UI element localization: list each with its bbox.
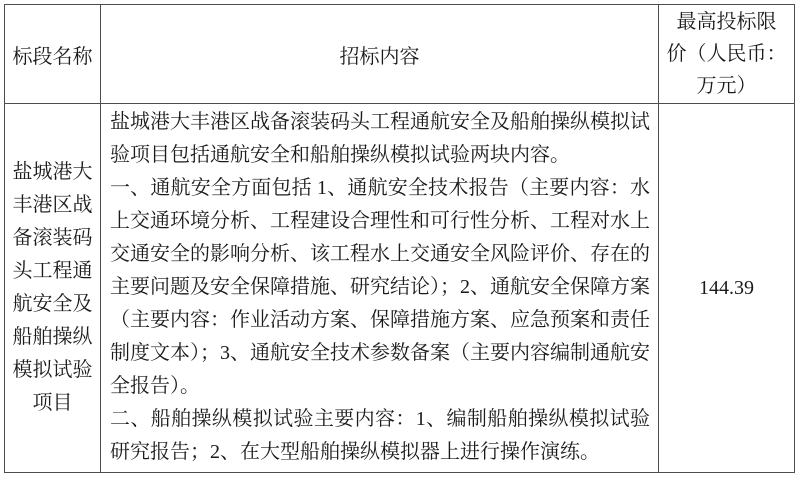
max-price-header-line-3: 万元） xyxy=(696,75,757,97)
table-data-row xyxy=(5,104,795,473)
column-header-max-price xyxy=(659,5,795,104)
max-price-header-line-2: 价（人民币： xyxy=(666,43,787,65)
bid-content-paragraph-1: 盐城港大丰港区战备滚装码头工程通航安全及船舶操纵模拟试验项目包括通航安全和船舶操纵模拟试验两块内容。 xyxy=(110,111,650,166)
column-header-bid-content: 招标内容 xyxy=(101,5,659,104)
bid-content-paragraph-2: 一、通航安全方面包括 1、通航安全技术报告（主要内容：水上交通环境分析、工程建设合理性和可行性分析、工程对水上交通安全的影响分析、该工程水上交通安全风险评价、存在的主要问题及安全保障措施、研究结论）；2、通航安全保障方案（主要内容：作业活动方案、保障措施方案、应急预案和责任制度文本）；3、通航安全技术参数备案（主要内容编制通航安全报告）。 xyxy=(110,177,650,397)
bid-content-paragraph-3: 二、船舶操纵模拟试验主要内容：1、编制船舶操纵模拟试验研究报告；2、在大型船舶操纵模拟器上进行操作演练。 xyxy=(110,408,650,463)
max-price-cell: 144.39 xyxy=(659,104,795,473)
max-price-header-line-1: 最高投标限 xyxy=(676,11,777,33)
table-header-row xyxy=(5,5,795,104)
bid-content-cell xyxy=(101,104,659,473)
bid-table xyxy=(4,4,795,473)
column-header-section-name: 标段名称 xyxy=(5,5,101,104)
section-name-cell: 盐城港大丰港区战备滚装码头工程通航安全及船舶操纵模拟试验项目 xyxy=(5,104,101,473)
